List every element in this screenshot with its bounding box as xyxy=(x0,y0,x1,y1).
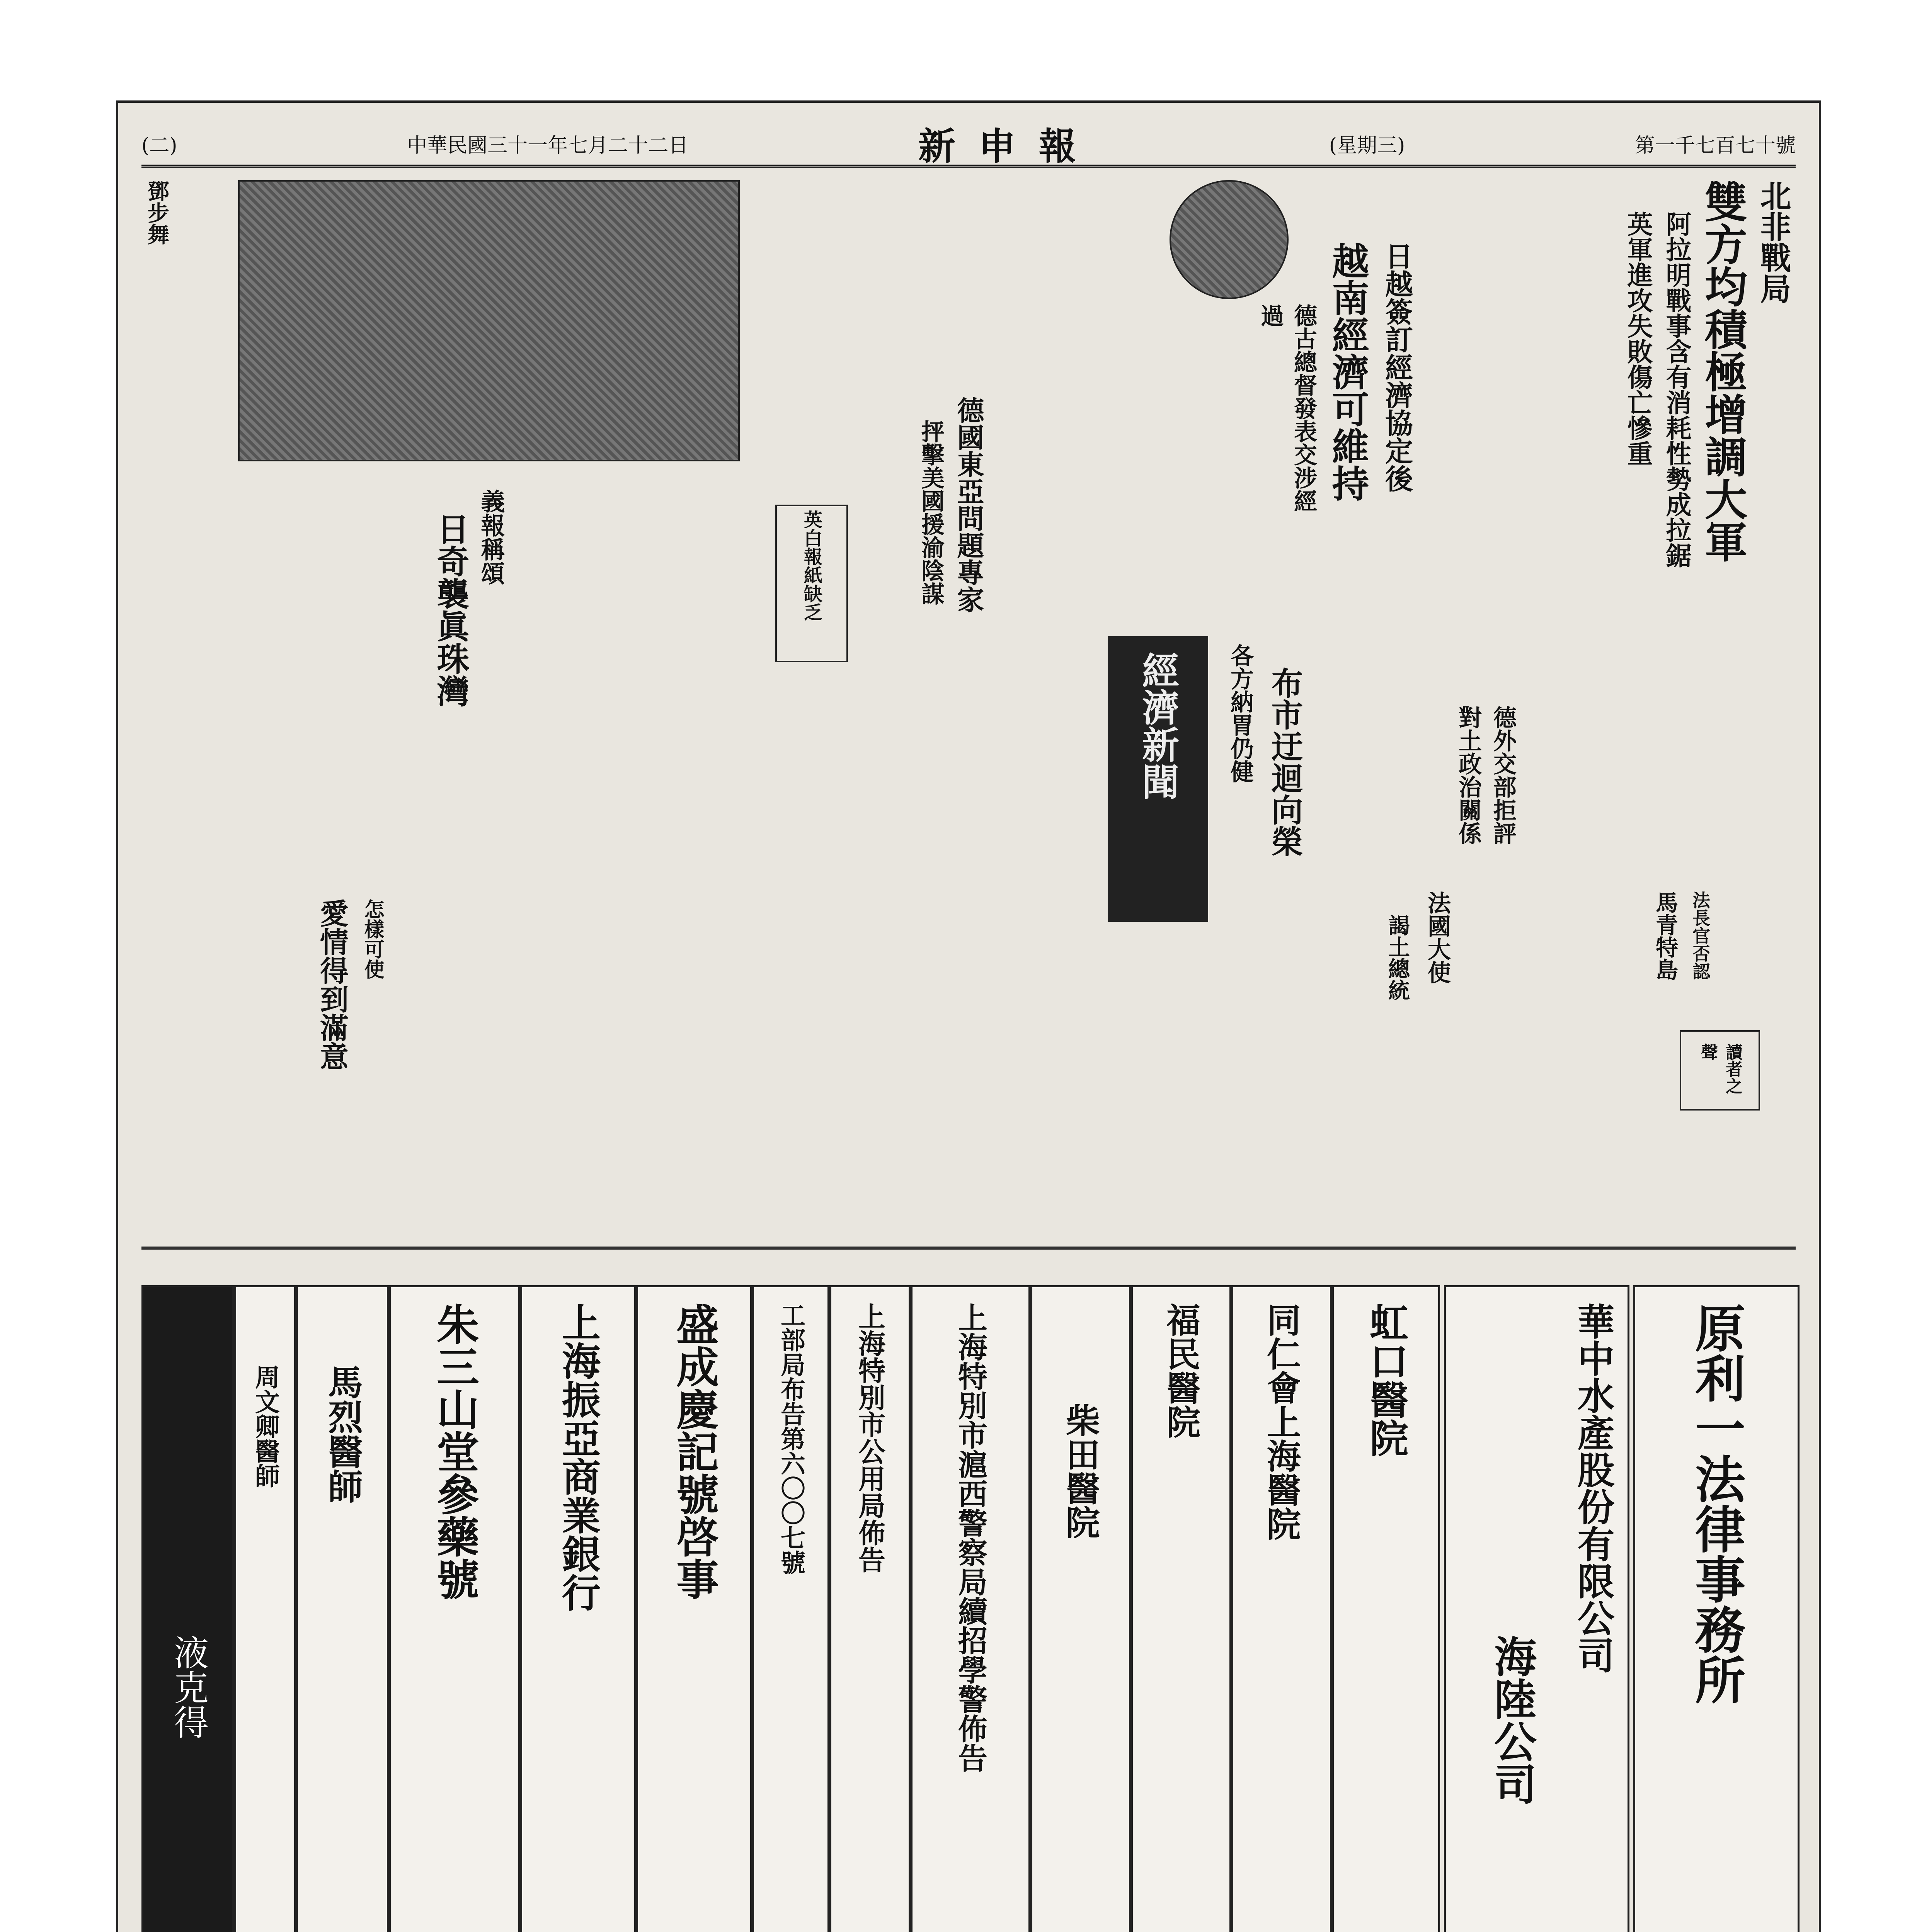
photo-caption: 鄧步舞 xyxy=(144,180,170,245)
subheadline-2: 英軍進攻失敗傷亡慘重 xyxy=(1623,211,1653,466)
weekday: (星期三) xyxy=(1329,134,1405,157)
ad-shibata-name: 柴田醫院 xyxy=(1061,1403,1101,1539)
readers-voice-label: 讀者之聲 xyxy=(1698,1043,1742,1094)
ad-hongkou xyxy=(1332,1285,1440,1932)
pearl-headline: 日奇襲眞珠灣 xyxy=(432,512,470,707)
ad-zhouwen xyxy=(234,1285,296,1932)
masthead xyxy=(141,122,1796,168)
kicker: 北非戰局 xyxy=(1755,180,1791,304)
subheadline: 阿拉明戰事含有消耗性勢成拉鋸 xyxy=(1662,211,1692,568)
ad-hongkou-name: 虹口醫院 xyxy=(1363,1303,1409,1457)
ad-bureau-name: 工部局布告第六〇〇七號 xyxy=(776,1303,805,1575)
ad-eki-name: 液克得 xyxy=(168,1635,208,1739)
ad-tongren xyxy=(1231,1285,1332,1932)
econ-news-banner xyxy=(1108,636,1208,922)
page-number: (二) xyxy=(141,134,177,157)
date-line: 中華民國三十一年七月二十二日 xyxy=(407,134,689,157)
headline-main: 越南經濟可維持 xyxy=(1326,242,1370,502)
ad-police-name: 上海特別市滬西警察局續招學警佈告 xyxy=(953,1303,988,1772)
love-subheadline: 怎樣可使 xyxy=(361,899,384,979)
portrait-photo xyxy=(1170,180,1289,299)
horse-headline: 馬青特島 xyxy=(1652,891,1678,981)
britain-headline: 英白報紙缺乏 xyxy=(800,510,822,621)
ad-zhenya-name: 上海振亞商業銀行 xyxy=(555,1303,601,1612)
germany-fr-subheadline: 對土政治關係 xyxy=(1455,706,1482,845)
article-north-africa xyxy=(1533,180,1796,760)
love-headline: 愛情得到滿意 xyxy=(315,899,349,1070)
cloth-headline: 布市迂迴向榮 xyxy=(1266,667,1303,857)
ad-fumin xyxy=(1131,1285,1231,1932)
germany-fr-headline: 德外交部拒評 xyxy=(1490,706,1517,845)
ad-public-works xyxy=(829,1285,911,1932)
ad-fumin-name: 福民醫院 xyxy=(1161,1303,1201,1439)
paper-name: 新申報 xyxy=(918,124,1099,168)
ad-huazhong-name: 華中水產股份有限公司 xyxy=(1571,1303,1615,1673)
ad-yuanli xyxy=(1633,1285,1800,1932)
ad-zhenya xyxy=(520,1285,636,1932)
news-photo xyxy=(238,180,740,461)
pearl-subheadline: 義報稱頌 xyxy=(477,489,505,585)
ad-police xyxy=(911,1285,1030,1932)
britain-box xyxy=(775,505,848,662)
econ-news-label: 經濟新聞 xyxy=(1136,651,1180,800)
ad-section-rule xyxy=(141,1247,1796,1250)
france-subheadline: 謁土總統 xyxy=(1385,914,1410,1001)
france-headline: 法國大使 xyxy=(1424,891,1451,984)
ad-huazhong-sub: 海陸公司 xyxy=(1487,1635,1537,1805)
ad-bureau xyxy=(752,1285,829,1932)
issue-number: 第一千七百七十號 xyxy=(1634,134,1796,157)
ad-tongren-name: 同仁會上海醫院 xyxy=(1262,1303,1302,1541)
ad-shibata xyxy=(1030,1285,1131,1932)
headline: 日越簽訂經濟協定後 xyxy=(1381,242,1413,492)
readers-voice-box xyxy=(1680,1030,1760,1111)
ad-malie-name: 馬烈醫師 xyxy=(322,1364,363,1503)
ad-yuanli-name: 原利一法律事務所 xyxy=(1687,1303,1746,1704)
ad-zhusan xyxy=(389,1285,520,1932)
ad-shengcheng xyxy=(636,1285,752,1932)
ad-zhouwen-name: 周文卿醫師 xyxy=(251,1364,280,1488)
cloth-subheadline: 各方納胃仍健 xyxy=(1227,644,1254,783)
ad-zhusan-name: 朱三山堂參藥號 xyxy=(430,1303,480,1600)
subheadline: 德古總督發表交涉經過 xyxy=(1257,304,1317,512)
horse-subheadline: 法長官否認 xyxy=(1690,891,1711,980)
ad-eki xyxy=(141,1285,234,1932)
germany-subheadline: 抨擊美國援渝陰謀 xyxy=(918,420,945,605)
ad-public-works-name: 上海特別市公用局佈告 xyxy=(854,1303,886,1573)
newspaper-page xyxy=(116,100,1821,1932)
ad-shengcheng-name: 盛成慶記號啓事 xyxy=(669,1303,719,1600)
ad-huazhong xyxy=(1444,1285,1629,1932)
germany-headline: 德國東亞問題專家 xyxy=(953,396,985,613)
headline: 雙方均積極增調大軍 xyxy=(1698,180,1748,563)
ad-malie xyxy=(296,1285,389,1932)
